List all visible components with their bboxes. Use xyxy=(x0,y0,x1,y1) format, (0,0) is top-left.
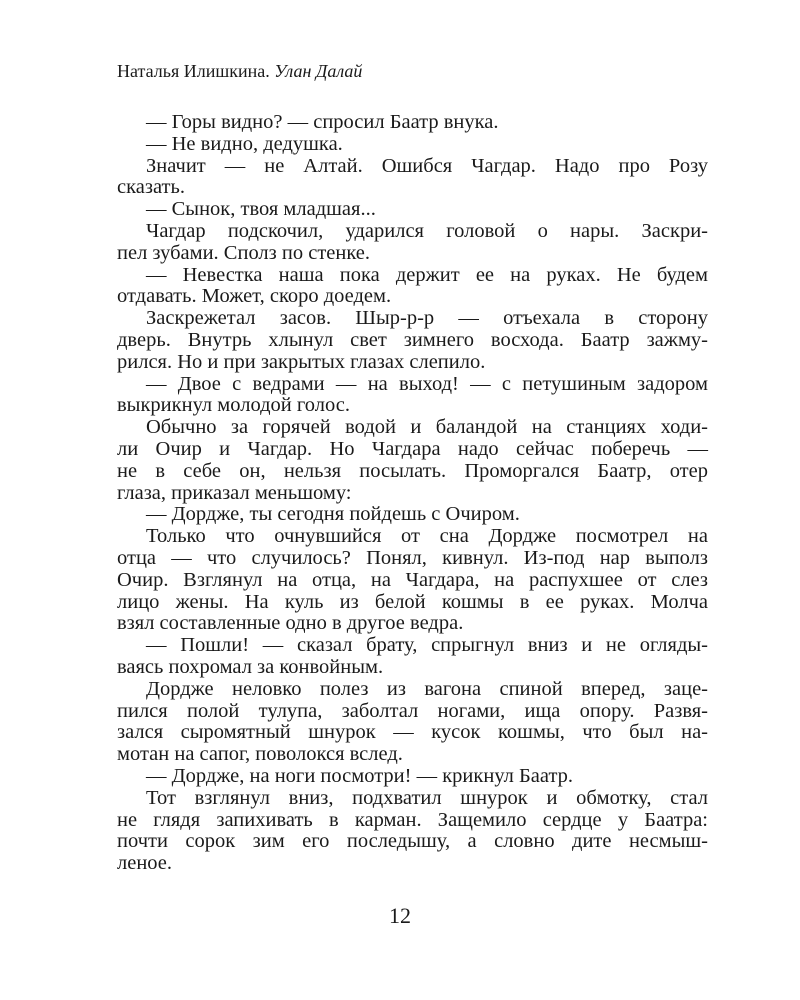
text-line: — Сынок, твоя младшая... xyxy=(146,198,376,221)
body-text xyxy=(117,112,708,875)
text-line: зался сыромятный шнурок — кусок кошмы, что был на- xyxy=(117,721,708,744)
header-author: Наталья Илишкина. xyxy=(117,61,270,81)
text-line: сказать. xyxy=(117,176,185,199)
text-line: мотан на сапог, поволокся вслед. xyxy=(117,743,403,766)
text-line: Заскрежетал засов. Шыр-р-р — отъехала в сторону xyxy=(146,307,708,330)
text-line: взял составленные одно в другое ведра. xyxy=(117,612,464,635)
text-line: — Не видно, дедушка. xyxy=(146,132,343,155)
text-line: Обычно за горячей водой и баландой на станциях ходи- xyxy=(146,416,708,439)
text-line: — Невестка наша пока держит ее на руках. Не будем xyxy=(146,263,708,286)
text-line: Только что очнувшийся от сна Дордже посмотрел на xyxy=(146,525,708,548)
text-line: ваясь похромал за конвойным. xyxy=(117,655,384,678)
text-line: — Пошли! — сказал брату, спрыгнул вниз и не огляды- xyxy=(146,634,708,657)
text-line: пел зубами. Сполз по стенке. xyxy=(117,241,371,264)
text-line: — Дордже, на ноги посмотри! — крикнул Баатр. xyxy=(146,764,574,787)
text-line: отца — что случилось? Понял, кивнул. Из-под нар выполз xyxy=(117,546,708,569)
text-line: ли Очир и Чагдар. Но Чагдара надо сейчас поберечь — xyxy=(117,437,708,460)
text-line: — Дордже, ты сегодня пойдешь с Очиром. xyxy=(146,503,520,526)
text-line: лицо жены. На куль из белой кошмы в ее руках. Молча xyxy=(117,590,708,613)
text-line: Очир. Взглянул на отца, на Чагдара, на распухшее от слез xyxy=(117,568,708,591)
text-line: — Двое с ведрами — на выход! — с петушиным задором xyxy=(146,372,708,395)
running-header xyxy=(117,60,362,82)
text-line: леное. xyxy=(117,852,173,875)
text-line: почти сорок зим его последышу, а словно дите несмыш- xyxy=(117,830,708,853)
text-line: Значит — не Алтай. Ошибся Чагдар. Надо про Розу xyxy=(146,154,708,177)
page-number: 12 xyxy=(389,903,411,928)
text-line: рился. Но и при закрытых глазах слепило. xyxy=(117,350,486,373)
text-line: дверь. Внутрь хлынул свет зимнего восхода. Баатр зажму- xyxy=(117,328,708,351)
text-line: не глядя запихивать в карман. Защемило сердце у Баатра: xyxy=(117,808,708,831)
text-line: глаза, приказал меньшому: xyxy=(117,481,352,504)
text-line: Тот взглянул вниз, подхватил шнурок и обмотку, стал xyxy=(146,786,708,809)
text-line: отдавать. Может, скоро доедем. xyxy=(117,285,392,308)
header-book-title: Улан Далай xyxy=(274,61,363,81)
text-line: Чагдар подскочил, ударился головой о нары. Заскри- xyxy=(146,219,708,242)
text-line: Дордже неловко полез из вагона спиной вперед, заце- xyxy=(146,677,708,700)
text-line: не в себе он, нельзя посылать. Проморгался Баатр, отер xyxy=(117,459,708,482)
text-line: выкрикнул молодой голос. xyxy=(117,394,350,417)
text-line: пился полой тулупа, заболтал ногами, ища опору. Развя- xyxy=(117,699,708,722)
text-line: — Горы видно? — спросил Баатр внука. xyxy=(146,111,499,133)
